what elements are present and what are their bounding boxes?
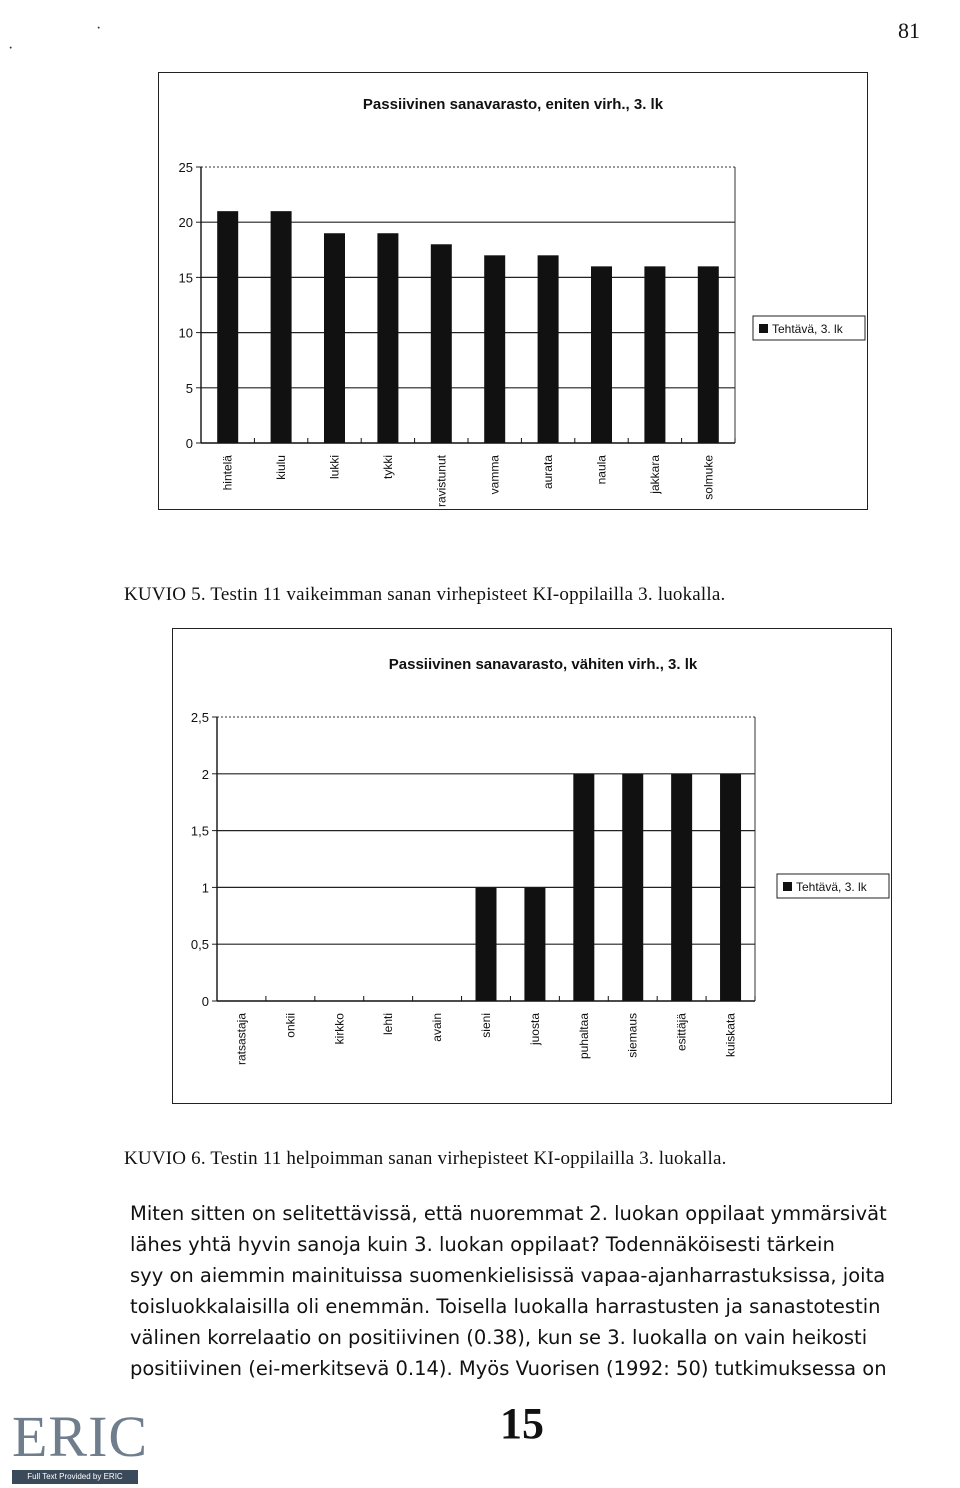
y-tick-label: 1: [201, 880, 209, 896]
body-line: syy on aiemmin mainituissa suomenkielisissä vapaa-ajanharrastuksissa, joita: [130, 1264, 886, 1287]
figure-caption-kuvio5: KUVIO 5. Testin 11 vaikeimman sanan virhepisteet KI-oppilailla 3. luokalla.: [124, 584, 726, 605]
x-tick-label: esittäjä: [674, 1013, 689, 1052]
bar: [622, 774, 643, 1001]
y-tick-label: 20: [178, 215, 193, 231]
body-line: välinen korrelaatio on positiivinen (0.38), kun se 3. luokalla on vain heikosti: [130, 1326, 868, 1349]
scan-speck: ·: [8, 40, 14, 57]
bar: [271, 211, 292, 443]
chart-kuvio6-svg: [173, 629, 891, 1103]
bar: [698, 266, 719, 443]
x-tick-label: kirkko: [332, 1013, 347, 1045]
bar: [538, 255, 559, 443]
x-tick-label: ratsastaja: [234, 1013, 249, 1066]
chart-kuvio5: [158, 72, 868, 510]
y-tick-label: 5: [185, 380, 193, 396]
legend-swatch: [759, 324, 768, 333]
y-tick-label: 1,5: [190, 823, 209, 839]
y-tick-label: 0,5: [190, 937, 209, 953]
bar: [324, 233, 345, 443]
x-tick-label: sieni: [479, 1013, 493, 1038]
body-paragraph: [130, 1198, 960, 1384]
figure-caption-kuvio6: KUVIO 6. Testin 11 helpoimman sanan virhepisteet KI-oppilailla 3. luokalla.: [124, 1148, 727, 1169]
legend-label: Tehtävä, 3. lk: [772, 322, 843, 336]
x-tick-label: avain: [430, 1013, 445, 1042]
body-line: positiivinen (ei-merkitsevä 0.14). Myös Vuorisen (1992: 50) tutkimuksessa on: [130, 1357, 887, 1380]
y-tick-label: 15: [178, 270, 193, 286]
x-tick-label: lehti: [381, 1013, 396, 1036]
chart-kuvio5-svg: [159, 73, 867, 509]
body-line: lähes yhtä hyvin sanoja kuin 3. luokan oppilaat? Todennäköisesti tärkein: [130, 1233, 835, 1256]
y-tick-label: 0: [201, 994, 209, 1009]
eric-logo-text: ERIC: [12, 1404, 149, 1469]
eric-logo-band: Full Text Provided by ERIC: [12, 1470, 138, 1484]
bar: [591, 266, 612, 443]
x-tick-label: hintelä: [220, 455, 235, 491]
x-tick-label: siemaus: [625, 1013, 640, 1058]
bar: [377, 233, 398, 443]
y-tick-label: 0: [185, 436, 193, 451]
chart-kuvio6: [172, 628, 892, 1104]
bar: [484, 255, 505, 443]
bar: [720, 774, 741, 1001]
legend-label: Tehtävä, 3. lk: [796, 880, 867, 894]
x-tick-label: kuiskata: [723, 1013, 738, 1058]
x-tick-label: onkii: [283, 1013, 298, 1038]
x-tick-label: jakkara: [647, 455, 662, 494]
page-number: 81: [898, 18, 920, 43]
x-tick-label: puhaltaa: [576, 1013, 591, 1060]
bar: [671, 774, 692, 1001]
bar: [644, 266, 665, 443]
body-line: Miten sitten on selitettävissä, että nuoremmat 2. luokan oppilaat ymmärsivät: [130, 1202, 887, 1225]
y-tick-label: 2,5: [190, 710, 209, 725]
bar: [573, 774, 594, 1001]
x-tick-label: naula: [594, 455, 609, 485]
x-tick-label: lukki: [327, 455, 342, 480]
bar: [431, 244, 452, 443]
y-tick-label: 10: [178, 325, 193, 341]
chart-title: Passiivinen sanavarasto, vähiten virh., 3. lk: [388, 656, 698, 673]
x-tick-label: aurata: [541, 455, 556, 490]
y-tick-label: 2: [201, 766, 209, 782]
legend-swatch: [783, 882, 792, 891]
body-line: toisluokkalaisilla oli enemmän. Toisella luokalla harrastusten ja sanastotestin: [130, 1295, 881, 1318]
eric-logo: [12, 1404, 149, 1484]
x-tick-label: tykki: [380, 455, 395, 479]
bar: [476, 887, 497, 1001]
bar: [524, 887, 545, 1001]
chart-title: Passiivinen sanavarasto, eniten virh., 3. lk: [362, 96, 664, 113]
x-tick-label: ravistunut: [434, 455, 449, 508]
y-tick-label: 25: [178, 160, 193, 175]
bar: [217, 211, 238, 443]
footer-page-number: 15: [500, 1399, 544, 1448]
x-tick-label: kiulu: [274, 455, 289, 480]
x-tick-label: vamma: [487, 455, 502, 495]
scan-speck: ·: [96, 20, 102, 37]
x-tick-label: juosta: [527, 1013, 542, 1046]
x-tick-label: solmuke: [701, 455, 716, 500]
